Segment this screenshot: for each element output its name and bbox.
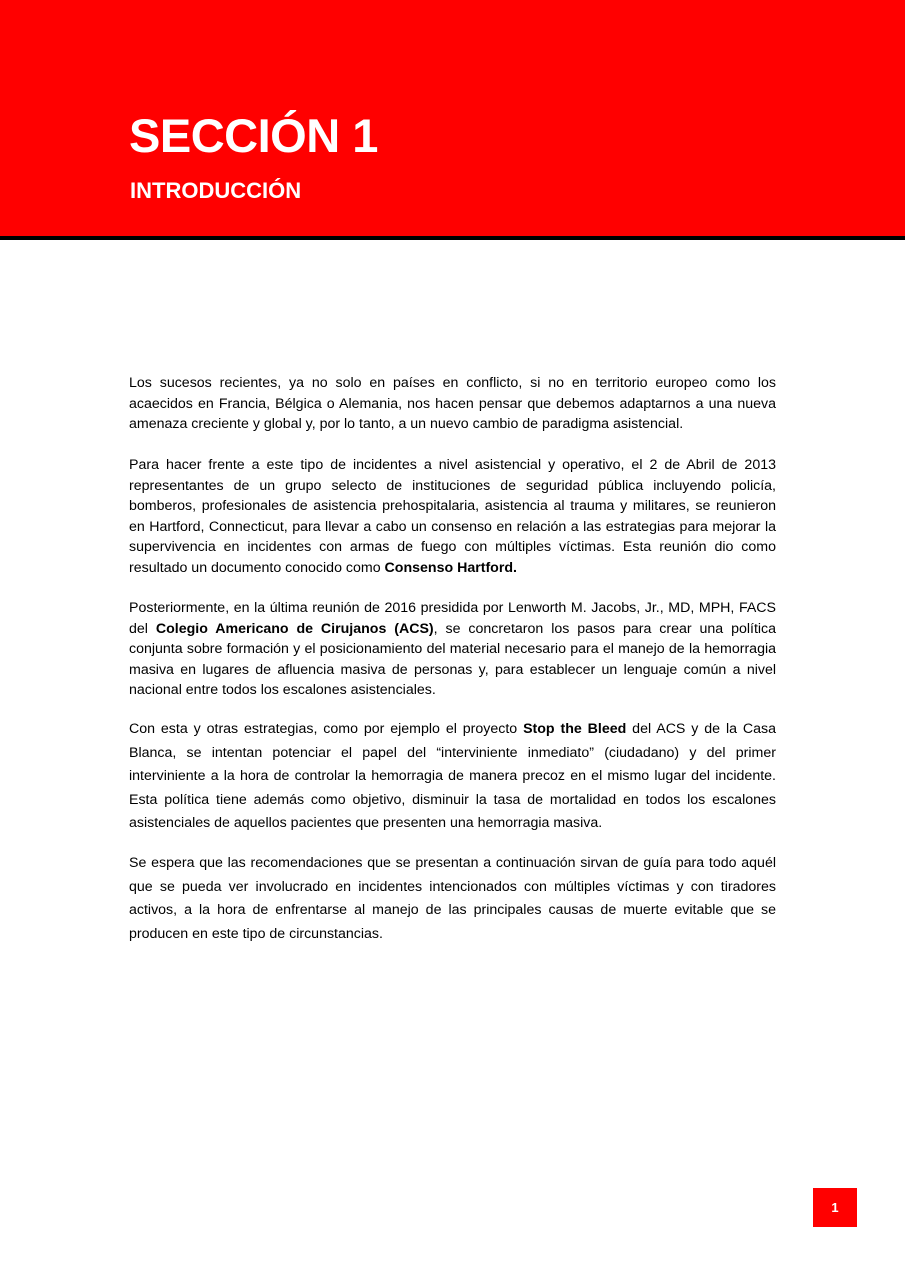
- paragraph-text: Se espera que las recomendaciones que se presentan a continuación sirvan de guía para todo aquél que se pueda ver involucrado en incidentes intencionados con múltiples víctimas y con tiradores activos, a la hora de enfrentarse al manejo de las principales causas de muerte evitable que se producen en este tipo de circunstancias.: [129, 855, 776, 942]
- paragraph-text: del ACS y de la Casa Blanca, se intentan potenciar el papel del “interviniente inmediato” (ciudadano) y del primer interviniente a la hora de controlar la hemorragia de manera precoz en el mismo lugar del incidente. Esta política tiene además como objetivo, disminuir la tasa de mortalidad en todos los escalones asistenciales de aquellos pacientes que presenten una hemorragia masiva.: [129, 721, 776, 832]
- bold-term-stop-the-bleed: Stop the Bleed: [523, 721, 627, 737]
- section-title: SECCIÓN 1: [129, 109, 378, 162]
- paragraph-text: Para hacer frente a este tipo de incidentes a nivel asistencial y operativo, el 2 de Abril de 2013 representantes de un grupo selecto de instituciones de seguridad pública incluyendo policía, bomberos, profesionales de asistencia prehospitalaria, asistencia al trauma y militares, se reunieron en Hartford, Connecticut, para llevar a cabo un consenso en relación a las estrategias para mejorar la supervivencia en incidentes con armas de fuego con múltiples víctimas. Esta reunión dio como resultado un documento conocido como: [129, 457, 776, 576]
- paragraph-text: Los sucesos recientes, ya no solo en países en conflicto, si no en territorio europeo como los acaecidos en Francia, Bélgica o Alemania, nos hacen pensar que debemos adaptarnos a una nueva amenaza creciente y global y, por lo tanto, a un nuevo cambio de paradigma asistencial.: [129, 375, 776, 432]
- paragraph-content: [129, 718, 776, 836]
- paragraph-text: Con esta y otras estrategias, como por ejemplo el proyecto: [129, 721, 524, 737]
- header-band: [0, 0, 905, 240]
- paragraph-hartford: [129, 455, 776, 578]
- paragraph-recommendations: [129, 852, 776, 946]
- bold-term-acs: Colegio Americano de Cirujanos (ACS): [155, 620, 434, 637]
- paragraph-content: [129, 598, 776, 701]
- page-number: 1: [813, 1188, 857, 1227]
- paragraph-acs: [129, 598, 776, 701]
- paragraph-stop-the-bleed: [129, 718, 776, 836]
- section-subtitle: INTRODUCCIÓN: [130, 178, 302, 203]
- bold-term-hartford: Consenso Hartford.: [384, 559, 517, 576]
- paragraph-content: [129, 455, 776, 578]
- paragraph-text: Posteriormente, en la última reunión de 2016 presidida por Lenworth M. Jacobs, Jr., MD, MPH, FACS del: [129, 600, 776, 637]
- paragraph-text: , se concretaron los pasos para crear una política conjunta sobre formación y el posicionamiento del material necesario para el manejo de la hemorragia masiva en lugares de afluencia masiva de personas y, para establecer un lenguaje común a nivel nacional entre todos los escalones asistenciales.: [129, 620, 777, 698]
- paragraph-intro: [129, 373, 776, 435]
